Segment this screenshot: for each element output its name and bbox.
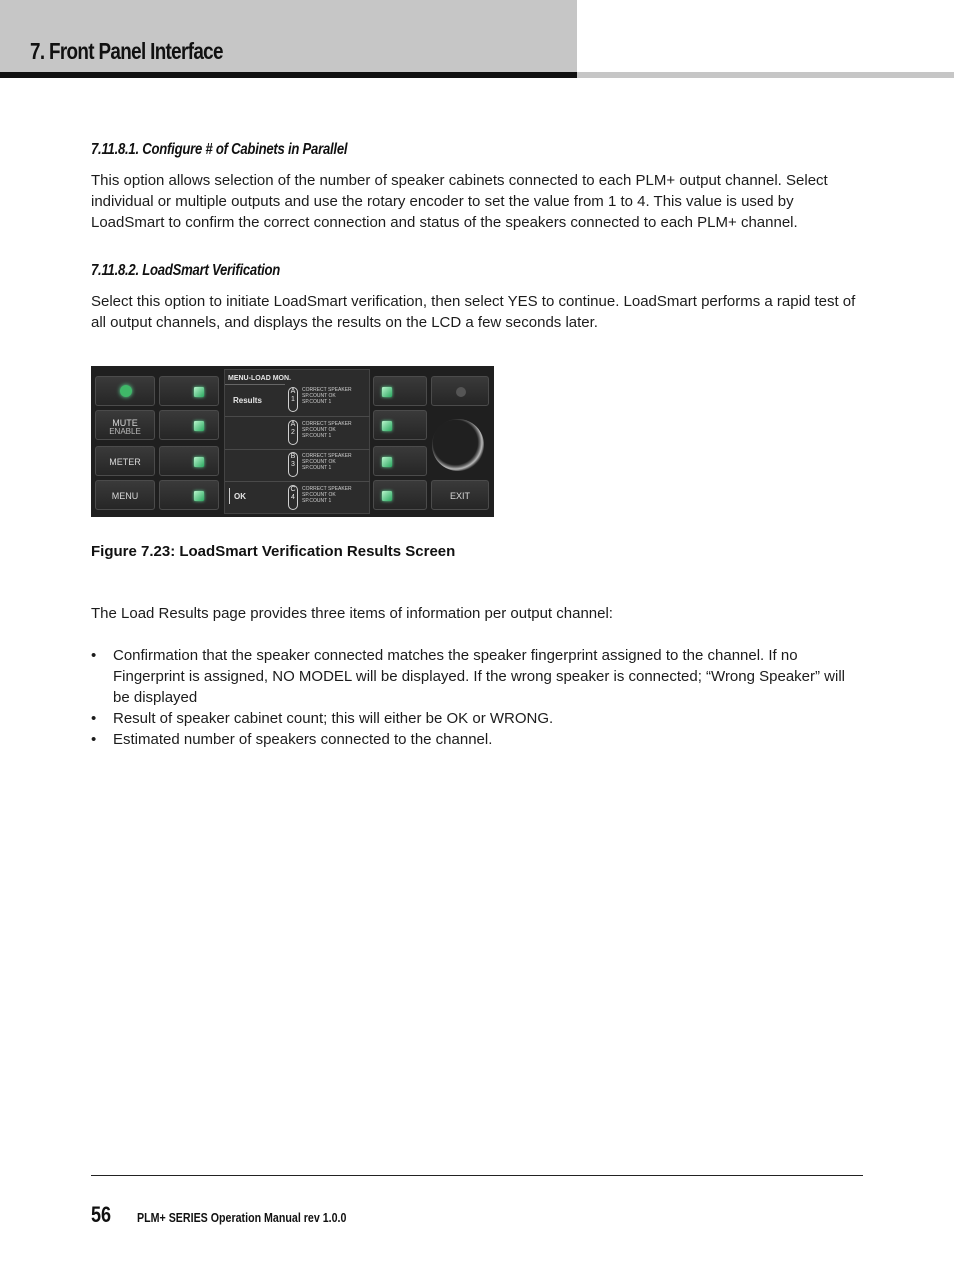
channel-badge: B 3 <box>288 452 298 477</box>
status-led-icon <box>456 387 466 397</box>
channel-3-line2: SP.COUNT OK <box>302 459 336 465</box>
list-item-text: Estimated number of speakers connected to the channel. <box>113 731 493 748</box>
channel-2-line1: CORRECT SPEAKER <box>302 421 352 427</box>
enable-label: ENABLE <box>109 427 141 436</box>
page-number: 56 <box>91 1202 112 1227</box>
list-item <box>91 645 861 708</box>
channel-4-line2: SP.COUNT OK <box>302 492 336 498</box>
led-icon <box>382 457 392 467</box>
mute-enable-button <box>95 410 155 440</box>
soft-button-left-3 <box>159 446 219 476</box>
led-icon <box>194 421 204 431</box>
section-body-cabinets: This option allows selection of the number of speaker cabinets connected to each PLM+ output channel. Select individual or multiple outputs and use the rotary encoder to set the value from 1 to 4. This value is used by LoadSmart to confirm the correct connection and status of the speakers connected to each PLM+ channel. <box>91 172 828 231</box>
list-item-text: Confirmation that the speaker connected matches the speaker fingerprint assigned to the channel. If no Fingerprint is assigned, NO MODEL will be displayed. If the wrong speaker is connected; “Wrong Speaker” will be displayed <box>113 647 845 706</box>
channel-2-line3: SP.COUNT 1 <box>302 433 332 439</box>
bullet-icon: • <box>91 710 97 727</box>
lcd-divider <box>225 384 285 385</box>
section-heading-loadsmart: 7.11.8.2. LoadSmart Verification <box>91 262 281 279</box>
bullet-icon: • <box>91 731 97 748</box>
soft-button-right-3 <box>373 446 427 476</box>
led-icon <box>382 387 392 397</box>
channel-badge: C 4 <box>288 485 298 510</box>
footer-manual-title: PLM+ SERIES Operation Manual rev 1.0.0 <box>137 1210 347 1225</box>
exit-button <box>431 480 489 510</box>
soft-button-left-2 <box>159 410 219 440</box>
header-rule <box>0 72 577 78</box>
section-body-loadsmart: Select this option to initiate LoadSmart verification, then select YES to continue. LoadSmart performs a rapid test of all output channels, and displays the results on the LCD a few seconds later. <box>91 293 856 331</box>
channel-3-line3: SP.COUNT 1 <box>302 465 332 471</box>
list-item <box>91 708 861 729</box>
list-item-text: Result of speaker cabinet count; this will either be OK or WRONG. <box>113 710 554 727</box>
lcd-cursor <box>229 488 230 504</box>
channel-1-line2: SP.COUNT OK <box>302 393 336 399</box>
exit-label: EXIT <box>449 491 470 501</box>
led-icon <box>194 491 204 501</box>
lcd-title: MENU-LOAD MON. <box>228 375 291 382</box>
page-title: 7. Front Panel Interface <box>30 38 223 64</box>
soft-button-left-1 <box>159 376 219 406</box>
footer-rule <box>91 1175 863 1176</box>
lcd-screen <box>224 369 370 514</box>
led-icon <box>382 421 392 431</box>
meter-button <box>95 446 155 476</box>
soft-button-right-4 <box>373 480 427 510</box>
channel-badge: A 1 <box>288 387 298 412</box>
lcd-ok-label: OK <box>234 492 246 501</box>
led-icon <box>382 491 392 501</box>
soft-button-left-4 <box>159 480 219 510</box>
header-rule-light <box>577 72 954 78</box>
channel-3-line1: CORRECT SPEAKER <box>302 453 352 459</box>
channel-4-line3: SP.COUNT 1 <box>302 498 332 504</box>
menu-button <box>95 480 155 510</box>
channel-badge: A 2 <box>288 420 298 445</box>
results-intro: The Load Results page provides three items of information per output channel: <box>91 605 613 622</box>
channel-1-line3: SP.COUNT 1 <box>302 399 332 405</box>
section-heading-cabinets: 7.11.8.1. Configure # of Cabinets in Parallel <box>91 141 348 158</box>
lcd-row-divider <box>225 416 370 417</box>
lcd-results-label: Results <box>233 396 262 405</box>
power-led-icon <box>120 385 132 397</box>
channel-2-line2: SP.COUNT OK <box>302 427 336 433</box>
led-icon <box>194 387 204 397</box>
lcd-row-divider <box>225 449 370 450</box>
power-button <box>95 376 155 406</box>
channel-1-line1: CORRECT SPEAKER <box>302 387 352 393</box>
lcd-row-divider <box>225 481 370 482</box>
bullet-icon: • <box>91 647 97 664</box>
channel-4-line1: CORRECT SPEAKER <box>302 486 352 492</box>
results-bullet-list <box>91 645 861 750</box>
menu-label: MENU <box>111 491 139 501</box>
rotary-encoder-icon <box>432 419 484 471</box>
figure-caption: Figure 7.23: LoadSmart Verification Results Screen <box>91 543 456 560</box>
led-icon <box>194 457 204 467</box>
mute-label: MUTE <box>112 418 138 428</box>
status-indicator-button <box>431 376 489 406</box>
soft-button-right-1 <box>373 376 427 406</box>
front-panel-figure <box>91 366 494 517</box>
list-item <box>91 729 861 750</box>
soft-button-right-2 <box>373 410 427 440</box>
meter-label: METER <box>109 457 141 467</box>
